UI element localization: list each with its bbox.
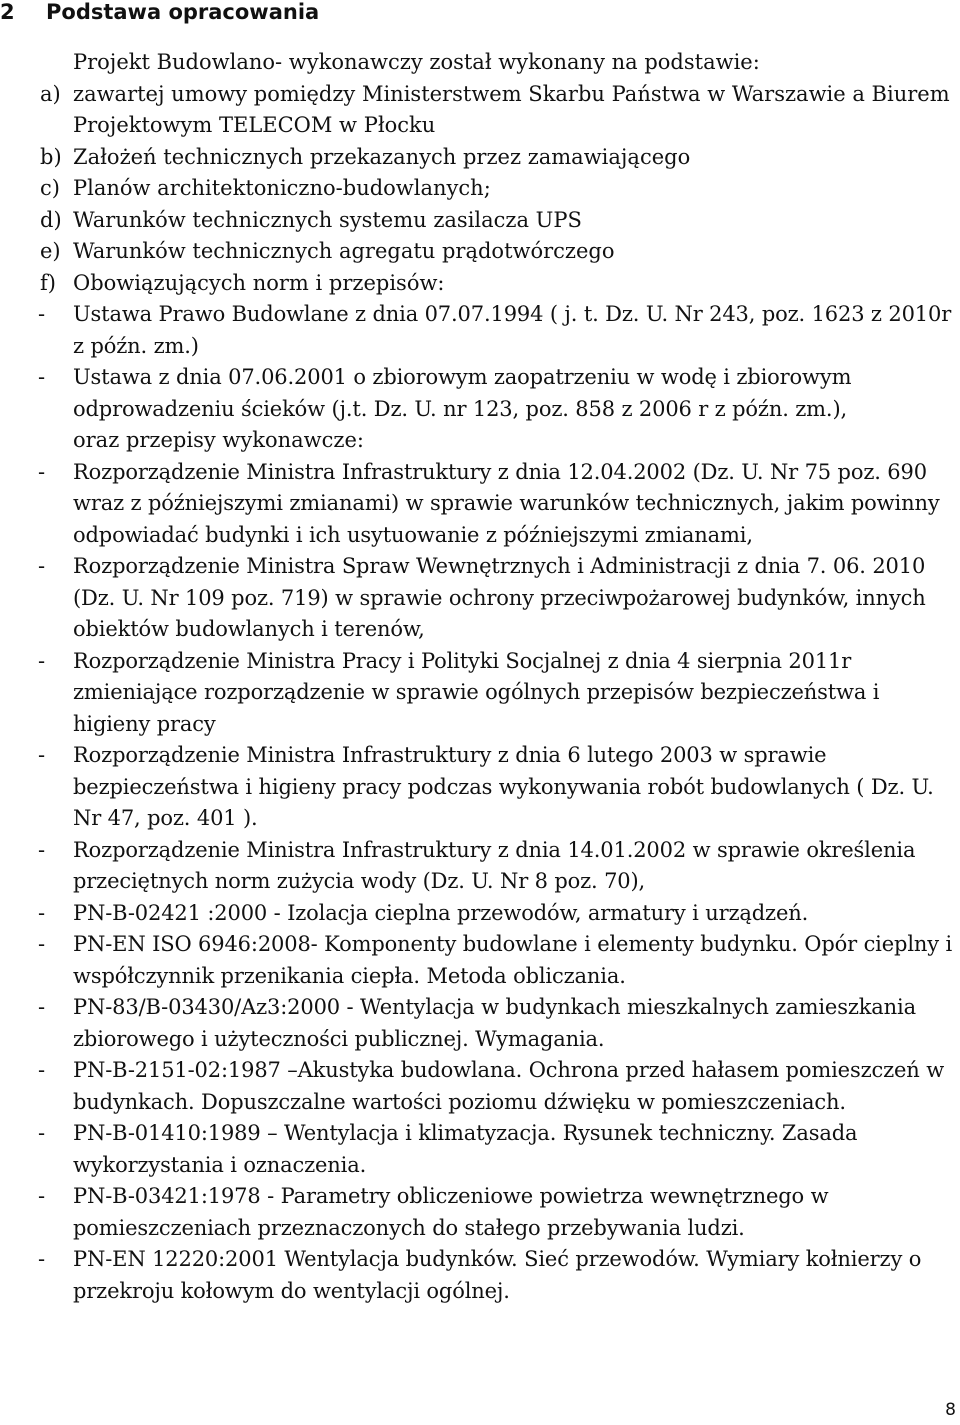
regulation-item-text: Rozporządzenie Ministra Pracy i Polityki Socjalnej z dnia 4 sierpnia 2011r zmieniające rozporządzenie w sprawie ogólnych przepisów bezpieczeństwa i higieny pracy bbox=[73, 648, 880, 736]
regulation-item bbox=[0, 646, 960, 741]
regulation-item-text: PN-B-01410:1989 – Wentylacja i klimatyzacja. Rysunek techniczny. Zasada wykorzystania i oznaczenia. bbox=[73, 1121, 858, 1177]
regulation-item-text: Rozporządzenie Ministra Infrastruktury z dnia 14.01.2002 w sprawie określenia przeciętnych norm zużycia wody (Dz. U. Nr 8 poz. 70), bbox=[73, 837, 916, 893]
regulation-item bbox=[0, 898, 960, 930]
list-marker: b) bbox=[40, 144, 62, 169]
regulation-item-text: PN-83/B-03430/Az3:2000 - Wentylacja w budynkach mieszkalnych zamieszkania zbiorowego i użyteczności publicznej. Wymagania. bbox=[73, 995, 916, 1051]
regulation-item bbox=[0, 1181, 960, 1244]
regulation-item-text: Rozporządzenie Ministra Infrastruktury z dnia 12.04.2002 (Dz. U. Nr 75 poz. 690 wraz z późniejszymi zmianami) w sprawie warunków technicznych, jakim powinny odpowiadać budynki i ich usytuowanie z późniejszymi zmianami, bbox=[73, 459, 940, 547]
dash-marker: - bbox=[38, 302, 46, 326]
dash-marker: - bbox=[38, 1121, 46, 1145]
law-item-text: Ustawa Prawo Budowlane z dnia 07.07.1994 ( j. t. Dz. U. Nr 243, poz. 1623 z 2010r z późn. zm.) bbox=[73, 302, 952, 358]
regulation-item bbox=[0, 992, 960, 1055]
list-marker: a) bbox=[40, 81, 61, 106]
regulation-item bbox=[0, 457, 960, 552]
regulation-item bbox=[0, 929, 960, 992]
list-marker: e) bbox=[40, 239, 61, 263]
dash-marker: - bbox=[38, 900, 46, 925]
page-number: 8 bbox=[945, 1400, 956, 1420]
regulation-item-text: Rozporządzenie Ministra Infrastruktury z dnia 6 lutego 2003 w sprawie bezpieczeństwa i higieny pracy podczas wykonywania robót budowlanych ( Dz. U. Nr 47, poz. 401 ). bbox=[73, 743, 934, 830]
dash-marker: - bbox=[38, 1247, 46, 1271]
dash-marker: - bbox=[38, 995, 46, 1019]
dash-marker: - bbox=[38, 932, 46, 956]
list-item-text: Obowiązujących norm i przepisów: bbox=[73, 270, 445, 295]
dash-marker: - bbox=[38, 837, 46, 862]
document-body bbox=[0, 47, 960, 1307]
list-item-text: Warunków technicznych systemu zasilacza UPS bbox=[73, 207, 582, 232]
regulation-item-text: PN-EN 12220:2001 Wentylacja budynków. Sieć przewodów. Wymiary kołnierzy o przekroju kołowym do wentylacji ogólnej. bbox=[73, 1247, 922, 1303]
section-heading bbox=[0, 0, 319, 27]
dash-marker: - bbox=[38, 554, 46, 578]
regulation-item-text: PN-EN ISO 6946:2008- Komponenty budowlane i elementy budynku. Opór cieplny i współczynnik przenikania ciepła. Metoda obliczania. bbox=[73, 932, 953, 988]
regulation-item bbox=[0, 835, 960, 898]
dash-marker: - bbox=[38, 648, 46, 673]
law-item-text: Ustawa z dnia 07.06.2001 o zbiorowym zaopatrzeniu w wodę i zbiorowym odprowadzeniu ścieków (j.t. Dz. U. nr 123, poz. 858 z 2006 r z późn. zm.), bbox=[73, 365, 852, 421]
section-title: Podstawa opracowania bbox=[46, 0, 320, 24]
law-item bbox=[0, 362, 960, 425]
list-item-text: Warunków technicznych agregatu prądotwórczego bbox=[73, 239, 615, 263]
regulation-item bbox=[0, 740, 960, 835]
list-item bbox=[0, 173, 960, 205]
regulation-item bbox=[0, 1244, 960, 1307]
list-marker: f) bbox=[40, 270, 56, 295]
list-marker: c) bbox=[40, 176, 60, 200]
regulation-item bbox=[0, 1118, 960, 1181]
dash-marker: - bbox=[38, 459, 46, 484]
law-item bbox=[0, 299, 960, 362]
list-item bbox=[0, 205, 960, 237]
dash-marker: - bbox=[38, 365, 46, 389]
regulation-item bbox=[0, 551, 960, 646]
list-item bbox=[0, 142, 960, 174]
section-number: 2 bbox=[0, 0, 15, 24]
executive-intro: oraz przepisy wykonawcze: bbox=[73, 428, 364, 452]
regulation-item-text: PN-B-2151-02:1987 –Akustyka budowlana. Ochrona przed hałasem pomieszczeń w budynkach. Dopuszczalne wartości poziomu dźwięku w pomieszczeniach. bbox=[73, 1058, 945, 1114]
dash-marker: - bbox=[38, 1058, 46, 1082]
list-marker: d) bbox=[40, 207, 62, 232]
list-item bbox=[0, 268, 960, 300]
list-item-text: zawartej umowy pomiędzy Ministerstwem Skarbu Państwa w Warszawie a Biurem Projektowym TELECOM w Płocku bbox=[73, 81, 950, 137]
regulation-item bbox=[0, 1055, 960, 1118]
regulation-item-text: PN-B-02421 :2000 - Izolacja cieplna przewodów, armatury i urządzeń. bbox=[73, 900, 809, 925]
dash-marker: - bbox=[38, 743, 46, 767]
intro-paragraph: Projekt Budowlano- wykonawczy został wykonany na podstawie: bbox=[73, 50, 760, 74]
list-item-text: Planów architektoniczno-budowlanych; bbox=[73, 176, 491, 200]
list-item bbox=[0, 236, 960, 268]
list-item bbox=[0, 79, 960, 142]
regulation-item-text: Rozporządzenie Ministra Spraw Wewnętrznych i Administracji z dnia 7. 06. 2010 (Dz. U. Nr 109 poz. 719) w sprawie ochrony przeciwpożarowej budynków, innych obiektów budowlanych i terenów, bbox=[73, 554, 926, 641]
list-item-text: Założeń technicznych przekazanych przez zamawiającego bbox=[73, 144, 691, 169]
regulation-item-text: PN-B-03421:1978 - Parametry obliczeniowe powietrza wewnętrznego w pomieszczeniach przeznaczonych do stałego przebywania ludzi. bbox=[73, 1184, 829, 1240]
dash-marker: - bbox=[38, 1184, 46, 1208]
